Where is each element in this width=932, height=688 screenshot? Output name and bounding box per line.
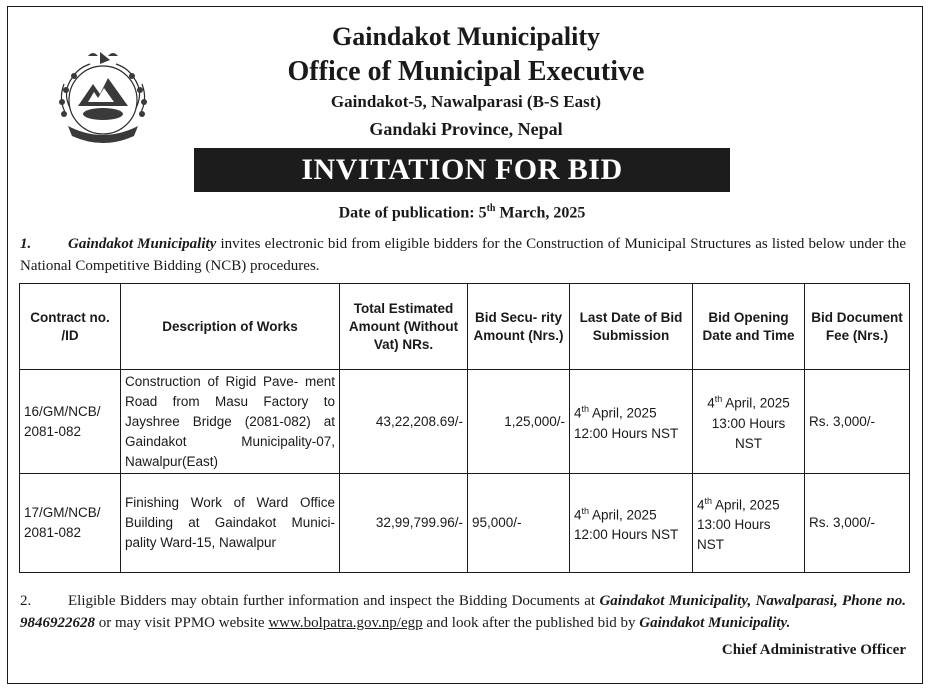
publication-date: Date of publication: 5th March, 2025: [338, 203, 586, 222]
bid-security: 1,25,000/-: [468, 370, 570, 474]
office-name: Office of Municipal Executive: [287, 56, 645, 87]
column-header-security: Bid Secu- rity Amount (Nrs.): [468, 284, 570, 370]
submission-deadline: 4th April, 2025 12:00 Hours NST: [570, 370, 693, 474]
estimated-amount: 43,22,208.69/-: [340, 370, 468, 474]
contact-info: Gaindakot Municipality, Nawalparasi, Phone no. 9846922628: [20, 593, 906, 631]
paragraph-number: 1.: [20, 236, 32, 252]
document-fee: Rs. 3,000/-: [805, 474, 910, 573]
contract-id: 17/GM/NCB/ 2081-082: [20, 474, 121, 573]
paragraph-2: 2. Eligible Bidders may obtain further information and inspect the Bidding Documents at Gaindakot Municipality, Nawalparasi, Phone no. 9846922628 or may visit PPMO website www.bolpatra.gov.np/egp and look after the published bid by Gaindakot Municipality.: [20, 590, 906, 634]
table-header-row: [20, 284, 910, 370]
submission-deadline: 4th April, 2025 12:00 Hours NST: [570, 474, 693, 573]
column-header-contract: Contract no. /ID: [20, 284, 121, 370]
column-header-description: Description of Works: [121, 284, 340, 370]
opening-datetime: 4th April, 2025 13:00 Hours NST: [693, 370, 805, 474]
column-header-fee: Bid Document Fee (Nrs.): [805, 284, 910, 370]
organization-name: Gaindakot Municipality.: [639, 615, 791, 631]
municipality-name: Gaindakot Municipality: [332, 22, 600, 51]
paragraph-number: 2.: [20, 593, 32, 609]
bids-table: [19, 283, 910, 573]
office-address: Gaindakot-5, Nawalparasi (B-S East): [330, 92, 602, 111]
estimated-amount: 32,99,799.96/-: [340, 474, 468, 573]
column-header-submission: Last Date of Bid Submission: [570, 284, 693, 370]
signatory-title: Chief Administrative Officer: [721, 642, 906, 658]
column-header-opening: Bid Opening Date and Time: [693, 284, 805, 370]
paragraph-1: 1. Gaindakot Municipality invites electronic bid from eligible bidders for the Construction of Municipal Structures as listed below under the National Competitive Bidding (NCB) procedures.: [20, 233, 906, 277]
table-row: [20, 474, 910, 573]
ppmo-website-link[interactable]: www.bolpatra.gov.np/egp: [268, 615, 423, 631]
document-fee: Rs. 3,000/-: [805, 370, 910, 474]
bid-security: 95,000/-: [468, 474, 570, 573]
work-description: Finishing Work of Ward Office Building at Gaindakot Munici- pality Ward-15, Nawalpur: [121, 474, 340, 573]
table-row: [20, 370, 910, 474]
work-description: Construction of Rigid Pave- ment Road from Masu Factory to Jayshree Bridge (2081-082) at Gaindakot Municipality-07, Nawalpur(East): [121, 370, 340, 474]
province: Gandaki Province, Nepal: [369, 119, 563, 139]
opening-datetime: 4th April, 2025 13:00 Hours NST: [693, 474, 805, 573]
column-header-amount: Total Estimated Amount (Without Vat) NRs.: [340, 284, 468, 370]
notice-title-banner: INVITATION FOR BID: [194, 148, 730, 192]
contract-id: 16/GM/NCB/ 2081-082: [20, 370, 121, 474]
organization-name: Gaindakot Municipality: [68, 236, 217, 252]
